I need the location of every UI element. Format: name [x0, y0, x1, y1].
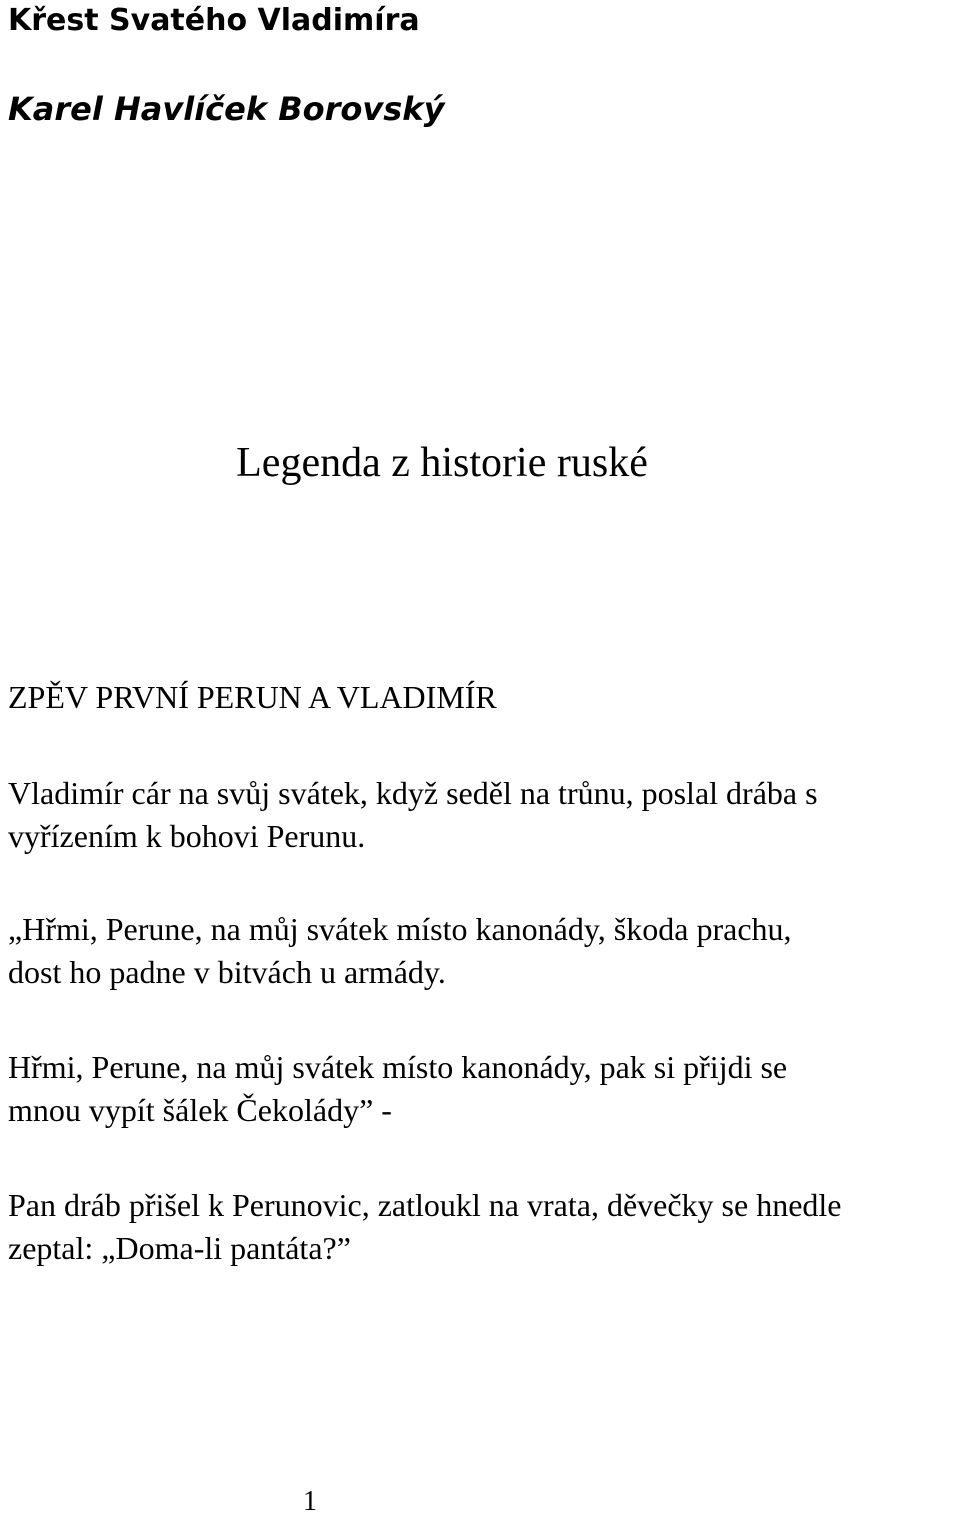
document-author: Karel Havlíček Borovský	[8, 90, 445, 128]
page-number: 1	[303, 1486, 317, 1517]
stanza-2	[8, 908, 958, 994]
document-title: Křest Svatého Vladimíra	[8, 3, 420, 38]
stanza-line: Hřmi, Perune, na můj svátek místo kanonády, pak si přijdi se	[8, 1049, 788, 1085]
stanza-line: zeptal: „Doma-li pantáta?”	[8, 1230, 351, 1266]
stanza-line: mnou vypít šálek Čekolády” -	[8, 1092, 392, 1128]
stanza-line: vyřízením k bohovi Perunu.	[8, 818, 366, 854]
stanza-1	[8, 772, 958, 858]
stanza-line: Pan dráb přišel k Perunovic, zatloukl na vrata, děvečky se hnedle	[8, 1187, 842, 1223]
stanza-line: Vladimír cár na svůj svátek, když seděl na trůnu, poslal drába s	[8, 775, 818, 811]
stanza-line: „Hřmi, Perune, na můj svátek místo kanonády, škoda prachu,	[8, 911, 792, 947]
stanza-line: dost ho padne v bitvách u armády.	[8, 954, 446, 990]
document-subtitle: Legenda z historie ruské	[236, 440, 648, 486]
canto-heading: ZPĚV PRVNÍ PERUN A VLADIMÍR	[8, 679, 497, 715]
stanza-3	[8, 1046, 958, 1132]
stanza-4	[8, 1184, 958, 1270]
